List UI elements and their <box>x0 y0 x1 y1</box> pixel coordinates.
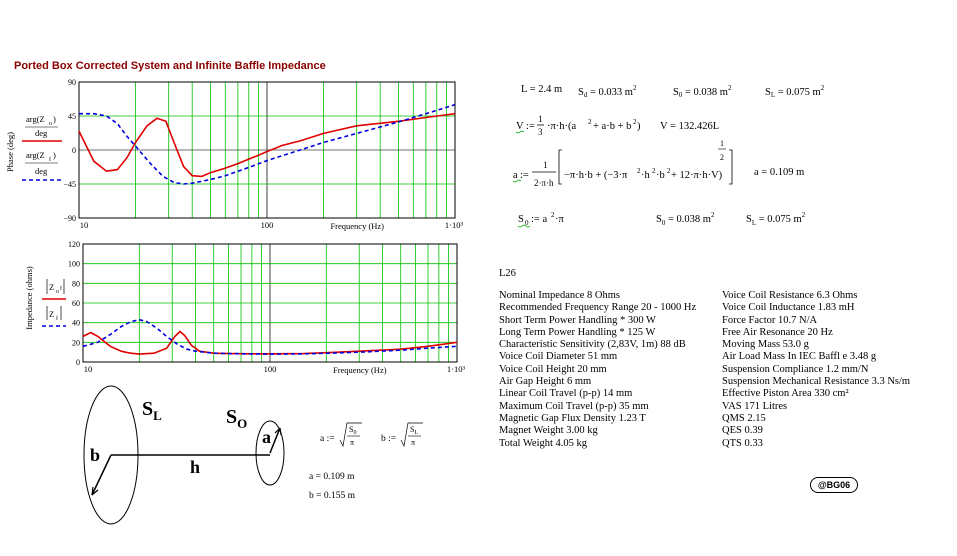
author-badge: @BG06 <box>810 477 858 493</box>
svg-text:S: S <box>518 214 524 225</box>
spec-left-item: Maximum Coil Travel (p-p) 35 mm <box>499 400 649 412</box>
svg-text:2: 2 <box>652 167 656 175</box>
svg-text:2: 2 <box>633 118 637 126</box>
legend-top: Z <box>49 282 55 292</box>
svg-text:): ) <box>53 114 56 124</box>
spec-right-item: Suspension Compliance 1.2 mm/N <box>722 363 869 375</box>
spec-left-item: Total Weight 4.05 kg <box>499 437 588 449</box>
impedance-labels <box>24 240 465 375</box>
svg-text:π: π <box>411 438 416 447</box>
svg-text:2: 2 <box>588 118 592 126</box>
phase-grid <box>79 82 455 218</box>
label-h: h <box>190 457 201 477</box>
spec-right-item: Force Factor 10.7 N/A <box>722 314 818 326</box>
spec-left-item: Long Term Power Handling * 125 W <box>499 326 656 338</box>
impedance-grid <box>83 244 457 362</box>
svg-text:2: 2 <box>667 167 671 175</box>
svg-text:SO: $S_O$ <box>226 406 248 431</box>
svg-text:0: 0 <box>525 219 529 227</box>
svg-text::= a: := a <box>531 214 548 225</box>
y-tick-label: −90 <box>63 214 76 223</box>
phase-chart <box>0 74 470 236</box>
svg-text:2: 2 <box>637 167 641 175</box>
spec-left-item: Magnetic Gap Flux Density 1.23 T <box>499 412 646 424</box>
y-tick-label: 120 <box>68 240 80 249</box>
y-tick-label: 45 <box>68 112 76 121</box>
svg-text:a :=: a := <box>320 434 335 444</box>
eq-a-val: a = 0.109 m <box>754 167 805 178</box>
svg-text:V: V <box>516 121 524 132</box>
eq-V-val: V = 132.426L <box>660 121 720 132</box>
x-tick-label: 100 <box>263 364 277 374</box>
y-tick-label: 80 <box>72 279 80 289</box>
spec-left-item: Recommended Frequency Range 20 - 1000 Hz <box>499 302 697 314</box>
svg-text:S0: $S_0$ <box>349 425 357 436</box>
spec-right-item: Air Load Mass In IEC Baffl e 3.48 g <box>722 351 877 363</box>
equation-block <box>510 108 840 238</box>
y-tick-label: 0 <box>76 358 80 367</box>
svg-text:π: π <box>350 438 355 447</box>
spec-right-item: Suspension Mechanical Resistance 3.3 Ns/m <box>722 376 911 388</box>
svg-text:·h: ·h <box>641 170 650 181</box>
svg-text:1: 1 <box>538 114 543 124</box>
spec-right-item: QMS 2.15 <box>722 412 766 424</box>
spec-left-item: Characteristic Sensitivity (2,83V, 1m) 88 dB <box>499 339 686 351</box>
diagram-a-val: a = 0.109 m <box>309 472 355 482</box>
spec-left-item: Magnet Weight 3.00 kg <box>499 425 598 437</box>
legend-bottom: Z <box>49 309 55 319</box>
eq-Sd: $S_d = 0.033$ $m^2$ <box>578 84 637 99</box>
phase-labels <box>5 78 463 231</box>
spec-left-item: Air Gap Height 6 mm <box>499 376 592 388</box>
svg-text:deg: deg <box>35 166 48 176</box>
svg-text:SL: $S_L$ <box>142 398 162 423</box>
svg-text:2·π·h: 2·π·h <box>534 178 554 188</box>
svg-text:1: 1 <box>720 139 724 148</box>
svg-text:S0 = 0.038 m2: $S_0 = 0.038$ $m^2$ <box>656 211 715 227</box>
y-tick-label: 100 <box>68 259 80 269</box>
spec-right-column <box>722 290 910 450</box>
eq-S0: $S_0 = 0.038$ $m^2$ <box>673 84 732 99</box>
spec-right-item: QES 0.39 <box>722 425 763 437</box>
x-tick-label: 10 <box>79 220 89 230</box>
box-diagram <box>70 385 310 550</box>
svg-text:): ) <box>53 150 56 160</box>
x-tick-label: 1·10³ <box>444 220 463 230</box>
x-axis-label: Frequency (Hz) <box>332 365 387 375</box>
spec-left-item: Short Term Power Handling * 300 W <box>499 314 656 326</box>
y-tick-label: −45 <box>63 180 76 189</box>
impedance-chart <box>0 238 470 378</box>
spec-left-column <box>499 290 696 450</box>
label-a: a <box>262 427 271 447</box>
spec-left-item: Voice Coil Height 20 mm <box>499 363 607 375</box>
svg-text:·π·h·(a: ·π·h·(a <box>547 121 577 132</box>
eq-L: L = 2.4 m <box>521 84 563 95</box>
radius-formulas <box>318 420 438 462</box>
svg-text:b :=: b := <box>381 434 397 444</box>
svg-text:2: 2 <box>720 153 724 162</box>
eq-SL: $S_L = 0.075$ $m^2$ <box>765 84 825 99</box>
svg-text:f: f <box>60 286 62 292</box>
svg-text:2: 2 <box>551 211 555 219</box>
svg-text:3: 3 <box>538 127 543 137</box>
svg-text::=: := <box>526 121 535 132</box>
spec-right-item: Voice Coil Inductance 1.83 mH <box>722 302 855 314</box>
label-b: b <box>90 445 101 465</box>
svg-text:SL: $S_L$ <box>410 425 419 436</box>
svg-text:1: 1 <box>543 160 548 170</box>
svg-text:a: a <box>513 170 518 181</box>
legend-bottom: arg(Z <box>26 150 45 160</box>
y-tick-label: 60 <box>72 299 80 308</box>
svg-text::=: := <box>520 170 529 181</box>
spec-left-item: Voice Coil Diameter 51 mm <box>499 351 618 363</box>
x-tick-label: 1·10³ <box>446 364 465 374</box>
spec-right-item: Voice Coil Resistance 6.3 Ohms <box>722 290 858 301</box>
spec-right-item: QTS 0.33 <box>722 437 763 449</box>
svg-text:o: o <box>56 289 59 295</box>
svg-text:deg: deg <box>35 128 48 138</box>
svg-text:+ a·b + b: + a·b + b <box>593 121 632 132</box>
spec-model: L26 <box>499 268 516 279</box>
y-axis-label: Phase (deg) <box>5 132 15 172</box>
legend-top: arg(Z <box>26 114 45 124</box>
y-tick-label: 0 <box>72 146 76 155</box>
spec-right-item: Free Air Resonance 20 Hz <box>722 326 833 338</box>
y-tick-label: 90 <box>68 78 76 87</box>
diagram-b-val: b = 0.155 m <box>309 491 355 501</box>
spec-right-item: Moving Mass 53.0 g <box>722 339 809 351</box>
spec-right-item: VAS 171 Litres <box>722 400 788 412</box>
y-axis-label: Impedance (ohms) <box>24 266 34 330</box>
a-radius <box>270 428 280 453</box>
svg-text:o: o <box>49 121 52 127</box>
y-tick-label: 40 <box>72 318 80 328</box>
svg-text:f: f <box>49 157 51 163</box>
svg-text:·π: ·π <box>555 214 564 225</box>
x-axis-label: Frequency (Hz) <box>330 221 385 231</box>
svg-text:−π·h·b + (−3·π: −π·h·b + (−3·π <box>564 170 628 181</box>
svg-text:+ 12·π·h·V): + 12·π·h·V) <box>671 170 723 181</box>
svg-text:SL = 0.075 m2: $S_L = 0.075$ $m^2$ <box>746 211 806 227</box>
x-tick-label: 10 <box>83 364 93 374</box>
svg-text:f: f <box>56 316 58 322</box>
svg-text:·b: ·b <box>656 170 665 181</box>
spec-left-item: Nominal Impedance 8 Ohms <box>499 290 621 301</box>
spec-right-item: Effective Piston Area 330 cm² <box>722 388 849 400</box>
x-tick-label: 100 <box>260 220 274 230</box>
spec-left-item: Linear Coil Travel (p-p) 14 mm <box>499 388 633 400</box>
page-title: Ported Box Corrected System and Infinite Baffle Impedance <box>14 60 326 72</box>
svg-text:): ) <box>637 121 641 132</box>
y-tick-label: 20 <box>72 338 80 348</box>
